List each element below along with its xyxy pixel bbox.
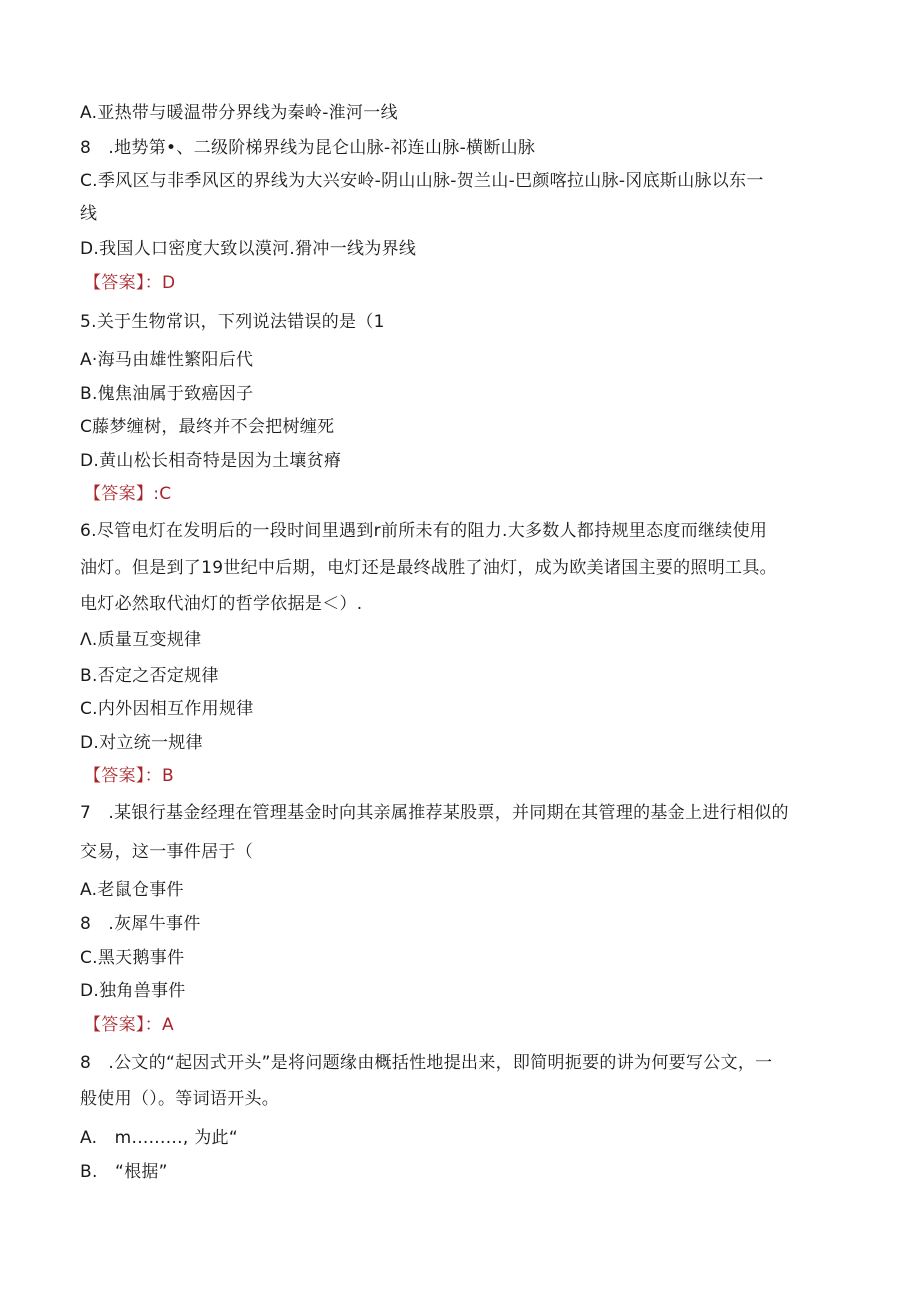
option-line: D.独角兽事件	[80, 981, 186, 1001]
option-line: D.黄山松长相奇特是因为土壤贫瘠	[80, 451, 342, 471]
question-text: 5.关于生物常识，下列说法错误的是（1	[80, 312, 385, 332]
option-line: B.否定之否定规律	[80, 666, 219, 686]
option-line: 8 .地势第•、二级阶梯界线为昆仑山脉-祁连山脉-横断山脉	[80, 138, 536, 158]
question-text: 般使用（）。等词语开头。	[80, 1089, 280, 1109]
question-text: 油灯。但是到了19世纪中后期，电灯还是最终战胜了油灯，成为欧美诸国主要的照明工具。	[80, 558, 777, 578]
answer-label: 【答案】:C	[84, 484, 172, 504]
question-text: 8 .公文的“起因式开头”是将问题缘由概括性地提出来，即简明扼要的讲为何要写公文，一	[80, 1053, 773, 1073]
option-line: B. “根据”	[80, 1162, 168, 1182]
option-line: B.傀焦油属于致癌因子	[80, 384, 254, 404]
option-line: C.黑天鹅事件	[80, 948, 185, 968]
question-text: 7 .某银行基金经理在管理基金时向其亲属推荐某股票，并同期在其管理的基金上进行相似的	[80, 803, 789, 823]
option-line: A. m........., 为此“	[80, 1128, 238, 1148]
option-line: Λ.质量互变规律	[80, 630, 202, 650]
option-line: C.内外因相互作用规律	[80, 699, 254, 719]
option-line: C藤梦缠树，最终并不会把树缠死	[80, 417, 335, 437]
option-line: A.老鼠仓事件	[80, 880, 184, 900]
question-text: 电灯必然取代油灯的哲学依据是＜）.	[80, 594, 363, 614]
question-text: 交易，这一事件居于（	[80, 842, 253, 862]
option-line: C.季风区与非季风区的界线为大兴安岭-阴山山脉-贺兰山-巴颜喀拉山脉-冈底斯山脉以东一	[80, 171, 764, 191]
option-line: D.对立统一规律	[80, 733, 203, 753]
answer-label: 【答案】：A	[84, 1015, 174, 1035]
option-line: 8 .灰犀牛事件	[80, 914, 201, 934]
answer-label: 【答案】：B	[84, 766, 174, 786]
option-line-continuation: 线	[80, 204, 98, 224]
question-text: 6.尽管电灯在发明后的一段时间里遇到r前所未有的阻力.大多数人都持规里态度而继续使用	[80, 521, 768, 541]
option-line: A·海马由雄性繁阳后代	[80, 350, 254, 370]
answer-label: 【答案】：D	[84, 273, 176, 293]
option-line: D.我国人口密度大致以漠河.猾冲一线为界线	[80, 239, 417, 259]
option-line: A.亚热带与暖温带分界线为秦岭-淮河一线	[80, 103, 398, 123]
